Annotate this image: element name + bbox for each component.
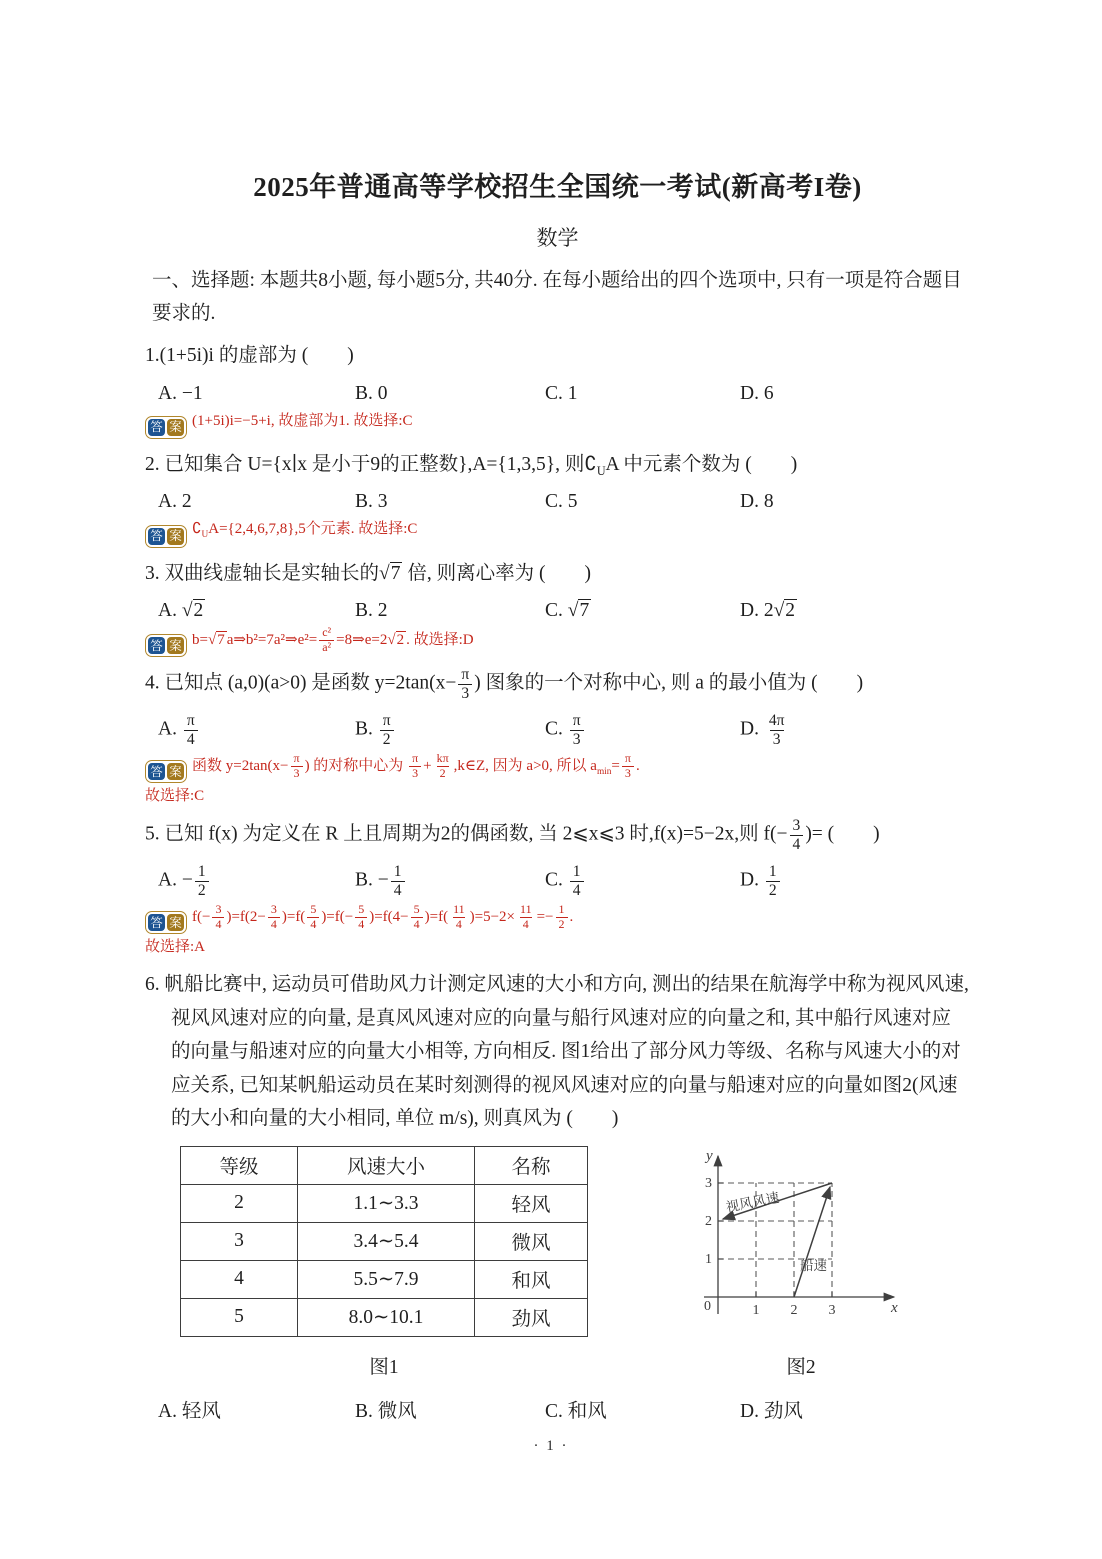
table-row: 2 1.1∼3.3 轻风	[181, 1184, 588, 1222]
header-name: 名称	[475, 1146, 588, 1184]
vector-figure	[694, 1146, 908, 1332]
header-level: 等级	[181, 1146, 298, 1184]
answer-badge	[145, 760, 187, 783]
answer-text: (1+5i)i=−5+i, 故虚部为1. 故选择:C	[192, 413, 413, 429]
x-tick-label: 1	[752, 1302, 760, 1318]
apparent-wind-label: 视风风速	[724, 1189, 781, 1215]
x-tick-label: 2	[790, 1302, 798, 1318]
answer-badge-left: 答	[148, 763, 165, 780]
answer-badge	[145, 525, 187, 548]
option-b: B. 2	[355, 600, 388, 622]
option-c: C. $\frac{1}{4}$	[545, 863, 740, 899]
option-c: C. 1	[545, 382, 578, 404]
table-header-row	[181, 1146, 588, 1184]
question-5-answer	[145, 903, 970, 959]
boat-speed-label: 船速	[800, 1257, 827, 1273]
option-a: A. 2	[158, 491, 192, 513]
option-d: D. 6	[740, 382, 774, 404]
option-b: B. $\frac{\pi}{2}$	[355, 712, 545, 748]
question-2-options	[145, 491, 970, 513]
option-a: A. − $\frac{1}{2}$	[158, 863, 355, 899]
question-4	[145, 666, 970, 808]
section-intro: 一、选择题: 本题共8小题, 每小题5分, 共40分. 在每小题给出的四个选项中, 只有一项是符合题目要求的.	[152, 270, 962, 325]
question-6-exhibits	[145, 1146, 970, 1379]
y-tick-label: 1	[705, 1251, 712, 1267]
y-tick-label: 3	[705, 1175, 712, 1191]
x-axis-label: x	[891, 1299, 898, 1316]
option-a: A. √2	[158, 600, 204, 622]
question-6-stem: 6. 帆船比赛中, 运动员可借助风力计测定风速的大小和方向, 测出的结果在航海学中称为视风风速, 视风风速对应的向量, 是真风风速对应的向量与船行风速对应的向量之和, 其中船行风速对应的向量与船速对应的向量大小相等, 方向相反. 图1给出了部分风力等级、名称与风速大小的对应关系, 已知某帆船运动员在某时刻测得的视风风速对应的向量与船速对应的向量如图2(风速的大小和向量的大小相同, 单位 m/s), 则真风为 ( )	[145, 974, 969, 1130]
wind-table-column	[180, 1146, 588, 1379]
answer-text: f(− $\frac{3}{4}$ )=f(2− $\frac{3}{4}$ )=f( $\frac{5}{4}$ )=f(− $\frac{5}{4}$ )=f(4− $\frac{5}{4}$ )=f( $\frac{11}{4}$ )=5−2× $\frac{11}{4}$ =− $\frac{1}{2}$ . 故选择:A	[145, 902, 574, 955]
option-a: A. $\frac{\pi}{4}$	[158, 712, 355, 748]
boat-speed-vector	[794, 1187, 830, 1297]
answer-badge-right: 案	[167, 637, 184, 654]
question-5-options	[145, 863, 970, 899]
y-axis-label: y	[706, 1147, 713, 1164]
option-c: C. $\frac{\pi}{3}$	[545, 712, 740, 748]
question-6	[145, 968, 970, 1423]
question-4-answer	[145, 752, 970, 808]
answer-text: 函数 y=2tan(x− $\frac{\pi}{3}$ ) 的对称中心为 $\frac{\pi}{3}$ + $\frac{k\pi}{2}$ ,k∈Z, 因为 a>0, 所以 $a_{min}=$ $\frac{\pi}{3}$ . 故选择:C	[145, 751, 640, 804]
option-d: D. $\frac{4\pi}{3}$	[740, 712, 785, 748]
question-1-answer	[145, 409, 970, 439]
table-row: 3 3.4∼5.4 微风	[181, 1222, 588, 1260]
y-tick-label: 2	[705, 1213, 712, 1229]
option-c: C. 5	[545, 491, 578, 513]
answer-badge-right: 案	[167, 914, 184, 931]
question-3	[145, 557, 970, 658]
option-c: C. √7	[545, 600, 590, 622]
answer-badge-left: 答	[148, 528, 165, 545]
vector-figure-column	[694, 1146, 908, 1379]
question-5	[145, 817, 970, 959]
question-5-stem: 5. 已知 f(x) 为定义在 R 上且周期为2的偶函数, 当 2⩽x⩽3 时,f(x)=5−2x,则 f(− $\frac{3}{4}$ )= ( )	[145, 817, 880, 853]
origin-label: 0	[704, 1298, 711, 1314]
answer-badge-right: 案	[167, 528, 184, 545]
answer-text: $∁_UA=\{2,4,6,7,8\},5$个元素. 故选择:C	[192, 521, 418, 541]
option-a: A. −1	[158, 382, 203, 404]
answer-badge-left: 答	[148, 637, 165, 654]
answer-badge	[145, 911, 187, 934]
answer-badge-left: 答	[148, 419, 165, 436]
figure-1-caption: 图1	[369, 1356, 399, 1378]
answer-badge	[145, 634, 187, 657]
question-2	[145, 448, 970, 548]
option-c: C. 和风	[545, 1400, 607, 1422]
question-4-options	[145, 712, 970, 748]
answer-badge	[145, 416, 187, 439]
answer-badge-right: 案	[167, 419, 184, 436]
question-1-stem: 1.(1+5i)i 的虚部为 ( )	[145, 345, 354, 367]
option-a: A. 轻风	[158, 1400, 221, 1422]
option-d: D. $\frac{1}{2}$	[740, 863, 970, 899]
option-b: B. 0	[355, 382, 388, 404]
x-tick-label: 3	[828, 1302, 836, 1318]
question-1	[145, 339, 970, 438]
wind-scale-table	[180, 1146, 588, 1337]
table-row: 4 5.5∼7.9 和风	[181, 1260, 588, 1298]
question-3-options	[145, 600, 970, 622]
question-2-answer	[145, 517, 970, 547]
header-speed: 风速大小	[298, 1146, 475, 1184]
option-d: D. 2√2	[740, 600, 796, 622]
question-1-options	[145, 383, 970, 405]
figure-2-caption: 图2	[786, 1356, 816, 1378]
answer-badge-left: 答	[148, 914, 165, 931]
option-d: D. 8	[740, 491, 774, 513]
page-subtitle: 数学	[536, 226, 579, 250]
question-3-answer	[145, 626, 970, 657]
question-4-stem: 4. 已知点 (a,0)(a>0) 是函数 y=2tan(x− $\frac{\pi}{3}$ ) 图象的一个对称中心, 则 a 的最小值为 ( )	[145, 666, 864, 702]
question-2-stem: 2. 已知集合 U={x∣x 是小于9的正整数},A={1,3,5}, 则$∁_UA$ 中元素个数为 ( )	[145, 453, 798, 478]
page-number: · 1 ·	[533, 1438, 569, 1454]
question-6-options	[145, 1395, 970, 1423]
page-title: 2025年普通高等学校招生全国统一考试(新高考I卷)	[253, 172, 862, 202]
answer-badge-right: 案	[167, 763, 184, 780]
table-row: 5 8.0∼10.1 劲风	[181, 1298, 588, 1336]
option-b: B. 3	[355, 491, 388, 513]
question-3-stem: 3. 双曲线虚轴长是实轴长的√7 倍, 则离心率为 ( )	[145, 562, 591, 584]
option-b: B. 微风	[355, 1400, 417, 1422]
option-d: D. 劲风	[740, 1400, 803, 1422]
option-b: B. − $\frac{1}{4}$	[355, 863, 545, 899]
answer-text: b=√7 a⇒b²=7a²⇒e²= $\frac{\text{c²}}{\text{a²}}$ =8⇒e=2√2 . 故选择:D	[192, 625, 474, 654]
